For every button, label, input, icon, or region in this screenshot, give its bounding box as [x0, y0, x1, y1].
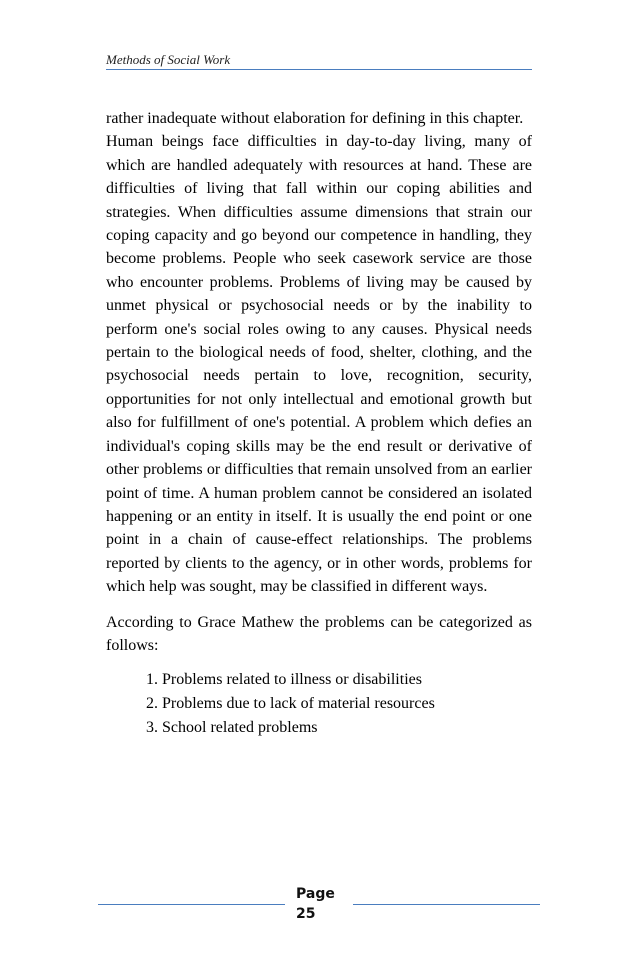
page-label: Page: [296, 886, 335, 902]
page-number-block: [296, 884, 346, 924]
list-item: 3. School related problems: [146, 718, 318, 736]
running-header: [106, 52, 532, 70]
list-item: 2. Problems due to lack of material resources: [146, 694, 435, 712]
footer-rule-right: [353, 904, 540, 905]
page-number: 25: [296, 906, 316, 922]
footer-rule-left: [98, 904, 285, 905]
problem-category-list: [106, 668, 532, 739]
page-body: [106, 107, 532, 739]
header-title: Methods of Social Work: [106, 52, 231, 67]
list-item: 1. Problems related to illness or disabilities: [146, 671, 422, 689]
paragraph-grace-mathew: According to Grace Mathew the problems can be categorized as follows:: [106, 613, 532, 654]
paragraph-continuation: rather inadequate without elaboration for defining in this chapter.: [106, 110, 524, 127]
paragraph-human-problems: Human beings face difficulties in day-to-day living, many of which are handled adequately with resources at hand. These are difficulties of living that fall within our coping abilities and strategies. When difficulties assume dimensions that strain our coping capacity and go beyond our competence in handling, they become problems. People who seek casework service are those who encounter problems. Problems of living may be caused by unmet physical or psychosocial needs or by the inability to perform one's social roles owing to any causes. Physical needs pertain to the biological needs of food, shelter, clothing, and the psychosocial needs pertain to love, recognition, security, opportunities for not only intellectual and emotional growth but also for fulfillment of one's potential. A problem which defies an individual's coping skills may be the end result or derivative of other problems or difficulties that remain unsolved from an earlier point of time. A human problem cannot be considered an isolated happening or an entity in itself. It is usually the end point or one point in a chain of cause-effect relationships. The problems reported by clients to the agency, or in other words, problems for which help was sought, may be classified in different ways.: [106, 133, 532, 596]
